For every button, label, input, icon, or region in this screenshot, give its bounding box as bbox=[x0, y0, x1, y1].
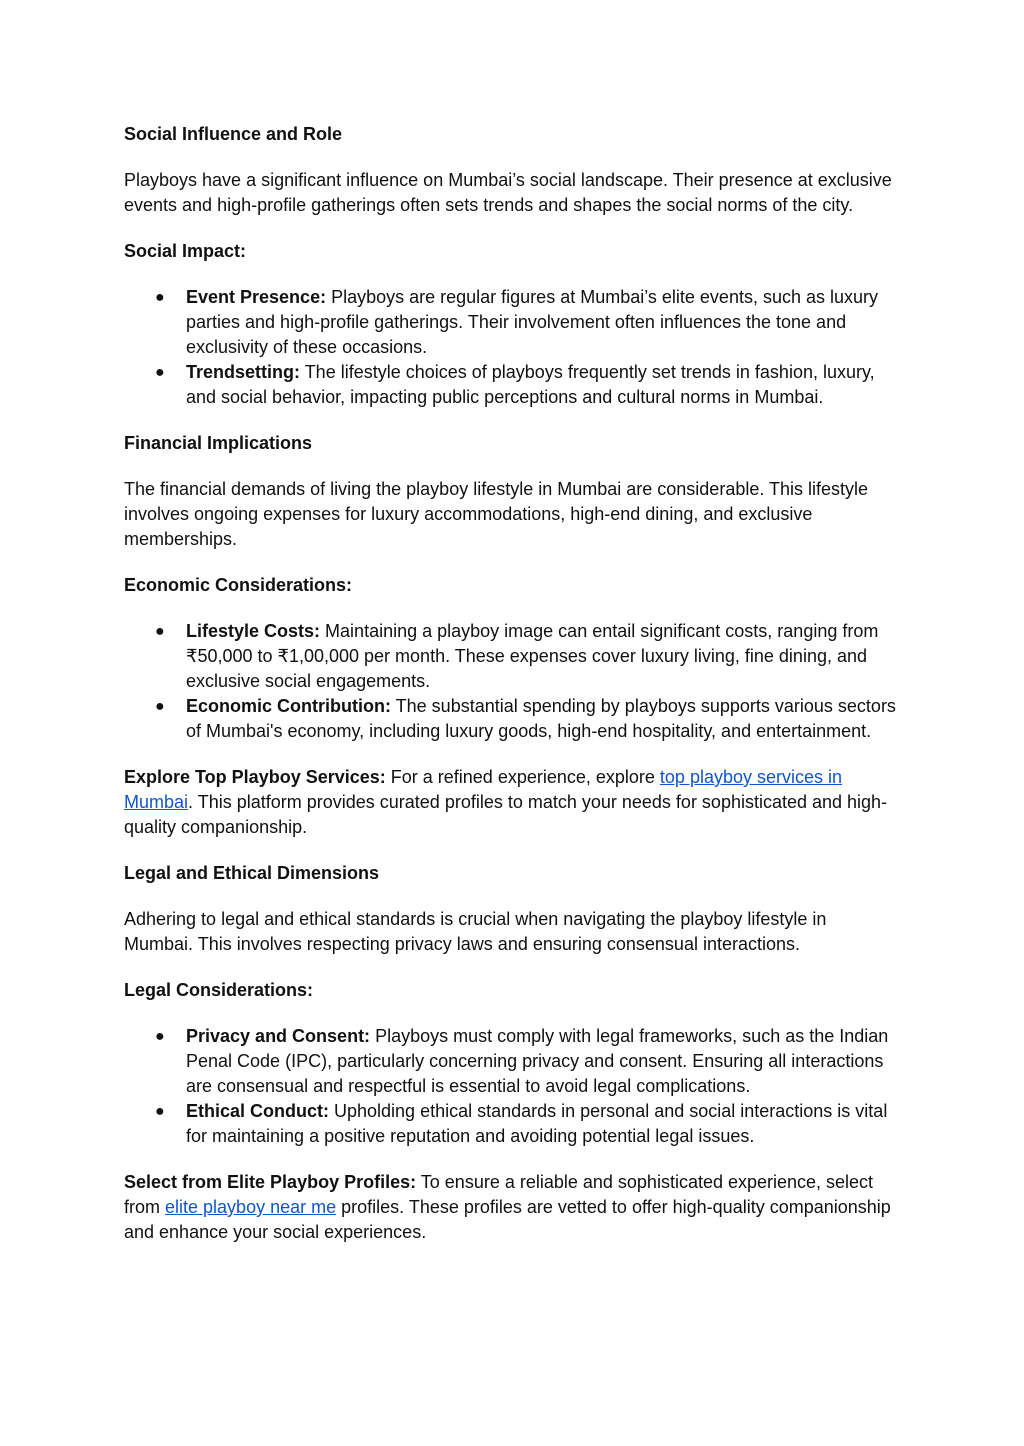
list-item-text: Playboys must comply with legal frameworks, such as the Indian Penal Code (IPC), particularly concerning privacy and consent. Ensuring all interactions are consensual and respectful is essential to avoid legal complications. bbox=[186, 1026, 889, 1096]
list-item bbox=[124, 1024, 900, 1099]
list-item bbox=[124, 285, 900, 360]
list-item-lead: Economic Contribution: bbox=[186, 696, 391, 716]
list-item bbox=[124, 619, 900, 694]
list-item-text: Maintaining a playboy image can entail significant costs, ranging from ₹50,000 to ₹1,00,000 per month. These expenses cover luxury living, fine dining, and exclusive social engagements. bbox=[186, 621, 879, 691]
list-item bbox=[124, 1099, 900, 1149]
list-item-lead: Ethical Conduct: bbox=[186, 1101, 329, 1121]
subheading-legal-considerations: Legal Considerations: bbox=[124, 980, 314, 1000]
bullet-icon: ● bbox=[155, 1028, 165, 1045]
list-item-text: Upholding ethical standards in personal and social interactions is vital for maintaining a positive reputation and avoiding potential legal issues. bbox=[186, 1101, 888, 1146]
bullet-icon: ● bbox=[155, 364, 165, 381]
heading-financial-implications: Financial Implications bbox=[124, 433, 313, 453]
bullet-list-economic-considerations bbox=[124, 619, 900, 744]
explore-text-before: For a refined experience, explore bbox=[385, 767, 660, 787]
bullet-icon: ● bbox=[155, 623, 165, 640]
subheading-social-impact: Social Impact: bbox=[124, 241, 247, 261]
select-text-after: profiles. These profiles are vetted to offer high-quality companionship and enhance your social experiences. bbox=[124, 1197, 891, 1242]
list-item-text: The lifestyle choices of playboys frequently set trends in fashion, luxury, and social behavior, impacting public perceptions and cultural norms in Mumbai. bbox=[186, 362, 875, 407]
explore-text-after: . This platform provides curated profiles to match your needs for sophisticated and high-quality companionship. bbox=[124, 792, 888, 837]
bullet-icon: ● bbox=[155, 698, 165, 715]
bullet-list-legal-considerations bbox=[124, 1024, 900, 1149]
document-body bbox=[124, 122, 900, 1266]
select-text-before: To ensure a reliable and sophisticated experience, select from bbox=[124, 1172, 874, 1217]
list-item-lead: Lifestyle Costs: bbox=[186, 621, 321, 641]
bullet-list-social-impact bbox=[124, 285, 900, 410]
list-item-text: The substantial spending by playboys supports various sectors of Mumbai's economy, including luxury goods, high-end hospitality, and entertainment. bbox=[186, 696, 896, 741]
paragraph-social-influence: Playboys have a significant influence on Mumbai’s social landscape. Their presence at exclusive events and high-profile gatherings often sets trends and shapes the social norms of the city. bbox=[124, 170, 892, 215]
heading-social-influence: Social Influence and Role bbox=[124, 124, 343, 144]
list-item-lead: Trendsetting: bbox=[186, 362, 301, 382]
list-item bbox=[124, 694, 900, 744]
paragraph-financial-implications: The financial demands of living the playboy lifestyle in Mumbai are considerable. This lifestyle involves ongoing expenses for luxury accommodations, high-end dining, and exclusive memberships. bbox=[124, 479, 869, 549]
paragraph-select-profiles bbox=[124, 1170, 900, 1245]
list-item bbox=[124, 360, 900, 410]
link-top-playboy-services[interactable]: top playboy services in Mumbai bbox=[124, 767, 843, 812]
link-elite-playboy[interactable]: elite playboy near me bbox=[165, 1197, 337, 1217]
bullet-icon: ● bbox=[155, 1103, 165, 1120]
list-item-lead: Privacy and Consent: bbox=[186, 1026, 371, 1046]
select-lead: Select from Elite Playboy Profiles: bbox=[124, 1172, 417, 1192]
paragraph-explore-services bbox=[124, 765, 900, 840]
list-item-lead: Event Presence: bbox=[186, 287, 327, 307]
explore-lead: Explore Top Playboy Services: bbox=[124, 767, 386, 787]
bullet-icon: ● bbox=[155, 289, 165, 306]
list-item-text: Playboys are regular figures at Mumbai’s elite events, such as luxury parties and high-profile gatherings. Their involvement often influences the tone and exclusivity of these occasions. bbox=[186, 287, 879, 357]
subheading-economic-considerations: Economic Considerations: bbox=[124, 575, 353, 595]
heading-legal-ethical: Legal and Ethical Dimensions bbox=[124, 863, 380, 883]
paragraph-legal-ethical: Adhering to legal and ethical standards is crucial when navigating the playboy lifestyle in Mumbai. This involves respecting privacy laws and ensuring consensual interactions. bbox=[124, 909, 827, 954]
